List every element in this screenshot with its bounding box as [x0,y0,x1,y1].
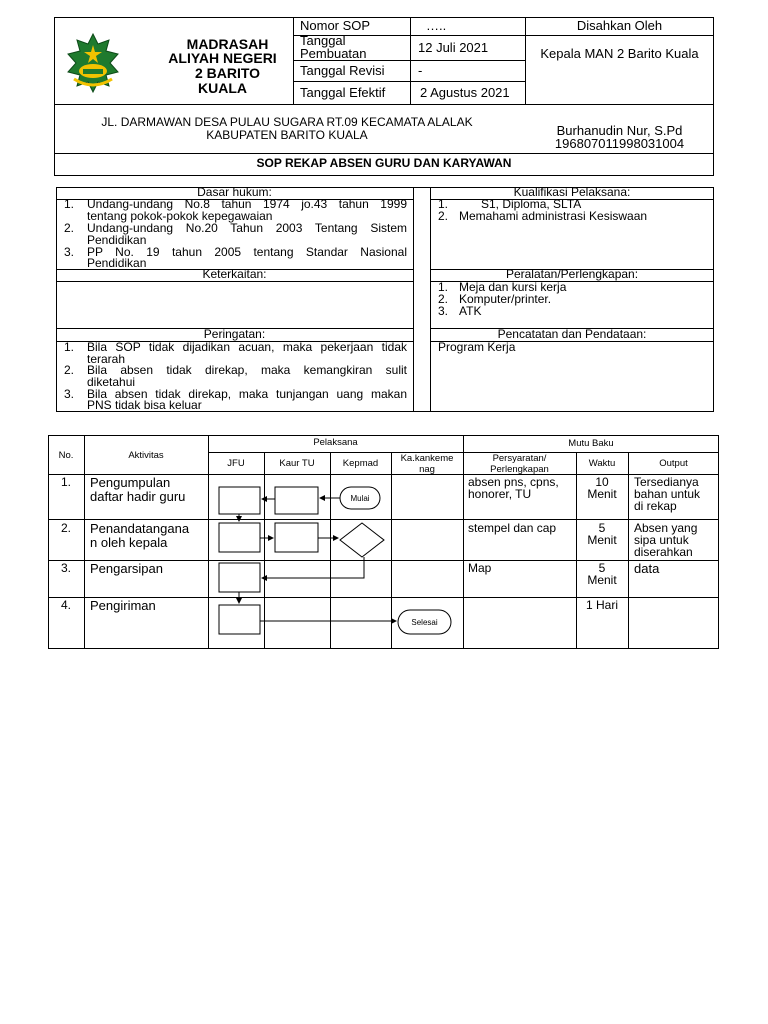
peringatan-line-1a: Bila SOP tidak dijadikan acuan, maka pekerjaan tidak [87,340,407,354]
signer-name: Burhanudin Nur, S.Pd [556,123,683,138]
row-2-output-1: Absen yang [634,521,698,535]
peringatan-title: Peringatan: [203,327,266,341]
process-box-jfu-1 [219,487,260,514]
peralatan-item-1: Meja dan kursi kerja [459,280,567,294]
peringatan-line-1b: terarah [87,352,126,366]
nomor-sop-value: ….. [426,18,447,33]
row-1-aktivitas-1: Pengumpulan [90,475,171,490]
peringatan-line-3a: Bila absen tidak direkap, maka tunjangan uang makan [87,387,407,401]
row-2-no: 2. [60,521,71,535]
sop-title: SOP REKAP ABSEN GURU DAN KARYAWAN [256,156,512,170]
dasar-hukum-num-2: 2. [64,221,75,235]
kualifikasi-item-1: S1, Diploma, SLTA [481,197,582,211]
tanggal-pembuatan-value: 12 Juli 2021 [418,40,489,55]
row-4-waktu-1: 1 Hari [585,598,618,612]
row-3-persyaratan-1: Map [468,561,492,575]
dasar-hukum-line-2a: Undang-undang No.20 Tahun 2003 Tentang Sistem [87,221,407,235]
col-kakankemenag-1: Ka.kankeme [400,453,454,464]
dasar-hukum-line-3a: PP No. 19 tahun 2005 tentang Standar Nasional [87,245,407,259]
kualifikasi-item-2: Memahami administrasi Kesiswaan [459,209,648,223]
pencatatan-title: Pencatatan dan Pendataan: [497,327,647,341]
peringatan-line-2b: diketahui [87,375,136,389]
tanggal-efektif-value: 2 Agustus 2021 [420,85,510,100]
peralatan-title: Peralatan/Perlengkapan: [505,267,639,281]
school-name-line-1: MADRASAH [186,36,269,52]
row-3-waktu-1: 5 [598,561,606,575]
dasar-hukum-line-1a: Undang-undang No.8 tahun 1974 jo.43 tahun 1999 [87,197,407,211]
row-3-waktu-2: Menit [587,573,617,587]
tanggal-pembuatan-label-2: Pembuatan [300,46,367,61]
col-no: No. [58,450,74,461]
signer-nip: 196807011998031004 [554,136,685,151]
col-kakankemenag-2: nag [419,464,435,475]
peralatan-num-3: 3. [438,304,449,318]
process-box-jfu-2 [219,523,260,552]
dasar-hukum-num-1: 1. [64,197,75,211]
row-2-output-2: sipa untuk [634,533,689,547]
row-2-aktivitas-2: n oleh kepala [90,535,168,550]
peringatan-line-3b: PNS tidak bisa keluar [87,398,202,412]
keterkaitan-title: Keterkaitan: [202,267,267,281]
peringatan-num-3: 3. [64,387,75,401]
kualifikasi-num-1: 1. [438,197,449,211]
row-2-persyaratan-1: stempel dan cap [468,521,557,535]
dasar-hukum-line-3b: Pendidikan [87,256,147,270]
col-jfu: JFU [227,458,245,469]
decision-diamond [340,523,384,557]
row-3-aktivitas-1: Pengarsipan [90,561,163,576]
col-pelaksana: Pelaksana [313,437,358,448]
row-3-output-1: data [634,561,660,576]
dasar-hukum-line-1b: tentang pokok-pokok kepegawaian [87,209,273,223]
process-box-jfu-4 [219,605,260,634]
row-1-output-1: Tersedianya [634,475,699,489]
col-persyaratan-1: Persyaratan/ [492,453,547,464]
row-4-no: 4. [60,598,71,612]
col-waktu: Waktu [588,458,616,469]
col-kepmad: Kepmad [342,458,379,469]
row-1-output-3: di rekap [634,499,677,513]
school-name-line-2: ALIYAH NEGERI [168,50,277,66]
row-1-output-2: bahan untuk [634,487,701,501]
peralatan-item-3: ATK [459,304,482,318]
row-3-no: 3. [60,561,71,575]
row-1-no: 1. [60,475,71,489]
tanggal-revisi-label: Tanggal Revisi [300,63,385,78]
row-1-waktu-2: Menit [587,487,617,501]
disahkan-label: Disahkan Oleh [576,18,663,33]
process-box-kaur-1 [275,487,318,514]
process-box-kaur-2 [275,523,318,552]
peringatan-num-2: 2. [64,363,75,377]
kualifikasi-title: Kualifikasi Pelaksana: [513,185,631,199]
row-1-persyaratan-1: absen pns, cpns, [468,475,559,489]
nomor-sop-label: Nomor SOP [300,18,371,33]
dasar-hukum-num-3: 3. [64,245,75,259]
dasar-hukum-title: Dasar hukum: [197,185,272,199]
col-mutu-baku: Mutu Baku [568,438,614,449]
selesai-label: Selesai [411,618,438,627]
school-name-line-4: KUALA [198,80,247,96]
row-4-aktivitas-1: Pengiriman [90,598,156,613]
dasar-hukum-line-2b: Pendidikan [87,233,147,247]
tanggal-pembuatan-label-1: Tanggal [300,33,346,48]
row-1-waktu-1: 10 [595,475,609,489]
pencatatan-value: Program Kerja [438,340,516,354]
disahkan-value: Kepala MAN 2 Barito Kuala [540,46,699,61]
tanggal-efektif-label: Tanggal Efektif [300,85,386,100]
peralatan-num-1: 1. [438,280,449,294]
peralatan-num-2: 2. [438,292,449,306]
col-persyaratan-2: Perlengkapan [490,464,549,475]
col-output: Output [659,458,688,469]
peralatan-item-2: Komputer/printer. [459,292,552,306]
mulai-label: Mulai [350,494,370,503]
row-2-output-3: diserahkan [634,545,693,559]
school-name-line-3: 2 BARITO [194,65,261,81]
col-aktivitas: Aktivitas [128,450,164,461]
kualifikasi-num-2: 2. [438,209,449,223]
col-kaur-tu: Kaur TU [279,458,315,469]
row-2-waktu-2: Menit [587,533,617,547]
process-box-jfu-3 [219,563,260,592]
peringatan-line-2a: Bila absen tidak direkap, maka kemangkiran sulit [87,363,407,377]
address-line-2: KABUPATEN BARITO KUALA [206,128,368,142]
row-2-waktu-1: 5 [598,521,606,535]
peringatan-num-1: 1. [64,340,75,354]
tanggal-revisi-value: - [418,63,423,78]
row-1-persyaratan-2: honorer, TU [468,487,532,501]
row-1-aktivitas-2: daftar hadir guru [90,489,186,504]
row-2-aktivitas-1: Penandatangana [90,521,190,536]
address-line-1: JL. DARMAWAN DESA PULAU SUGARA RT.09 KECAMATA ALALAK [101,115,473,129]
